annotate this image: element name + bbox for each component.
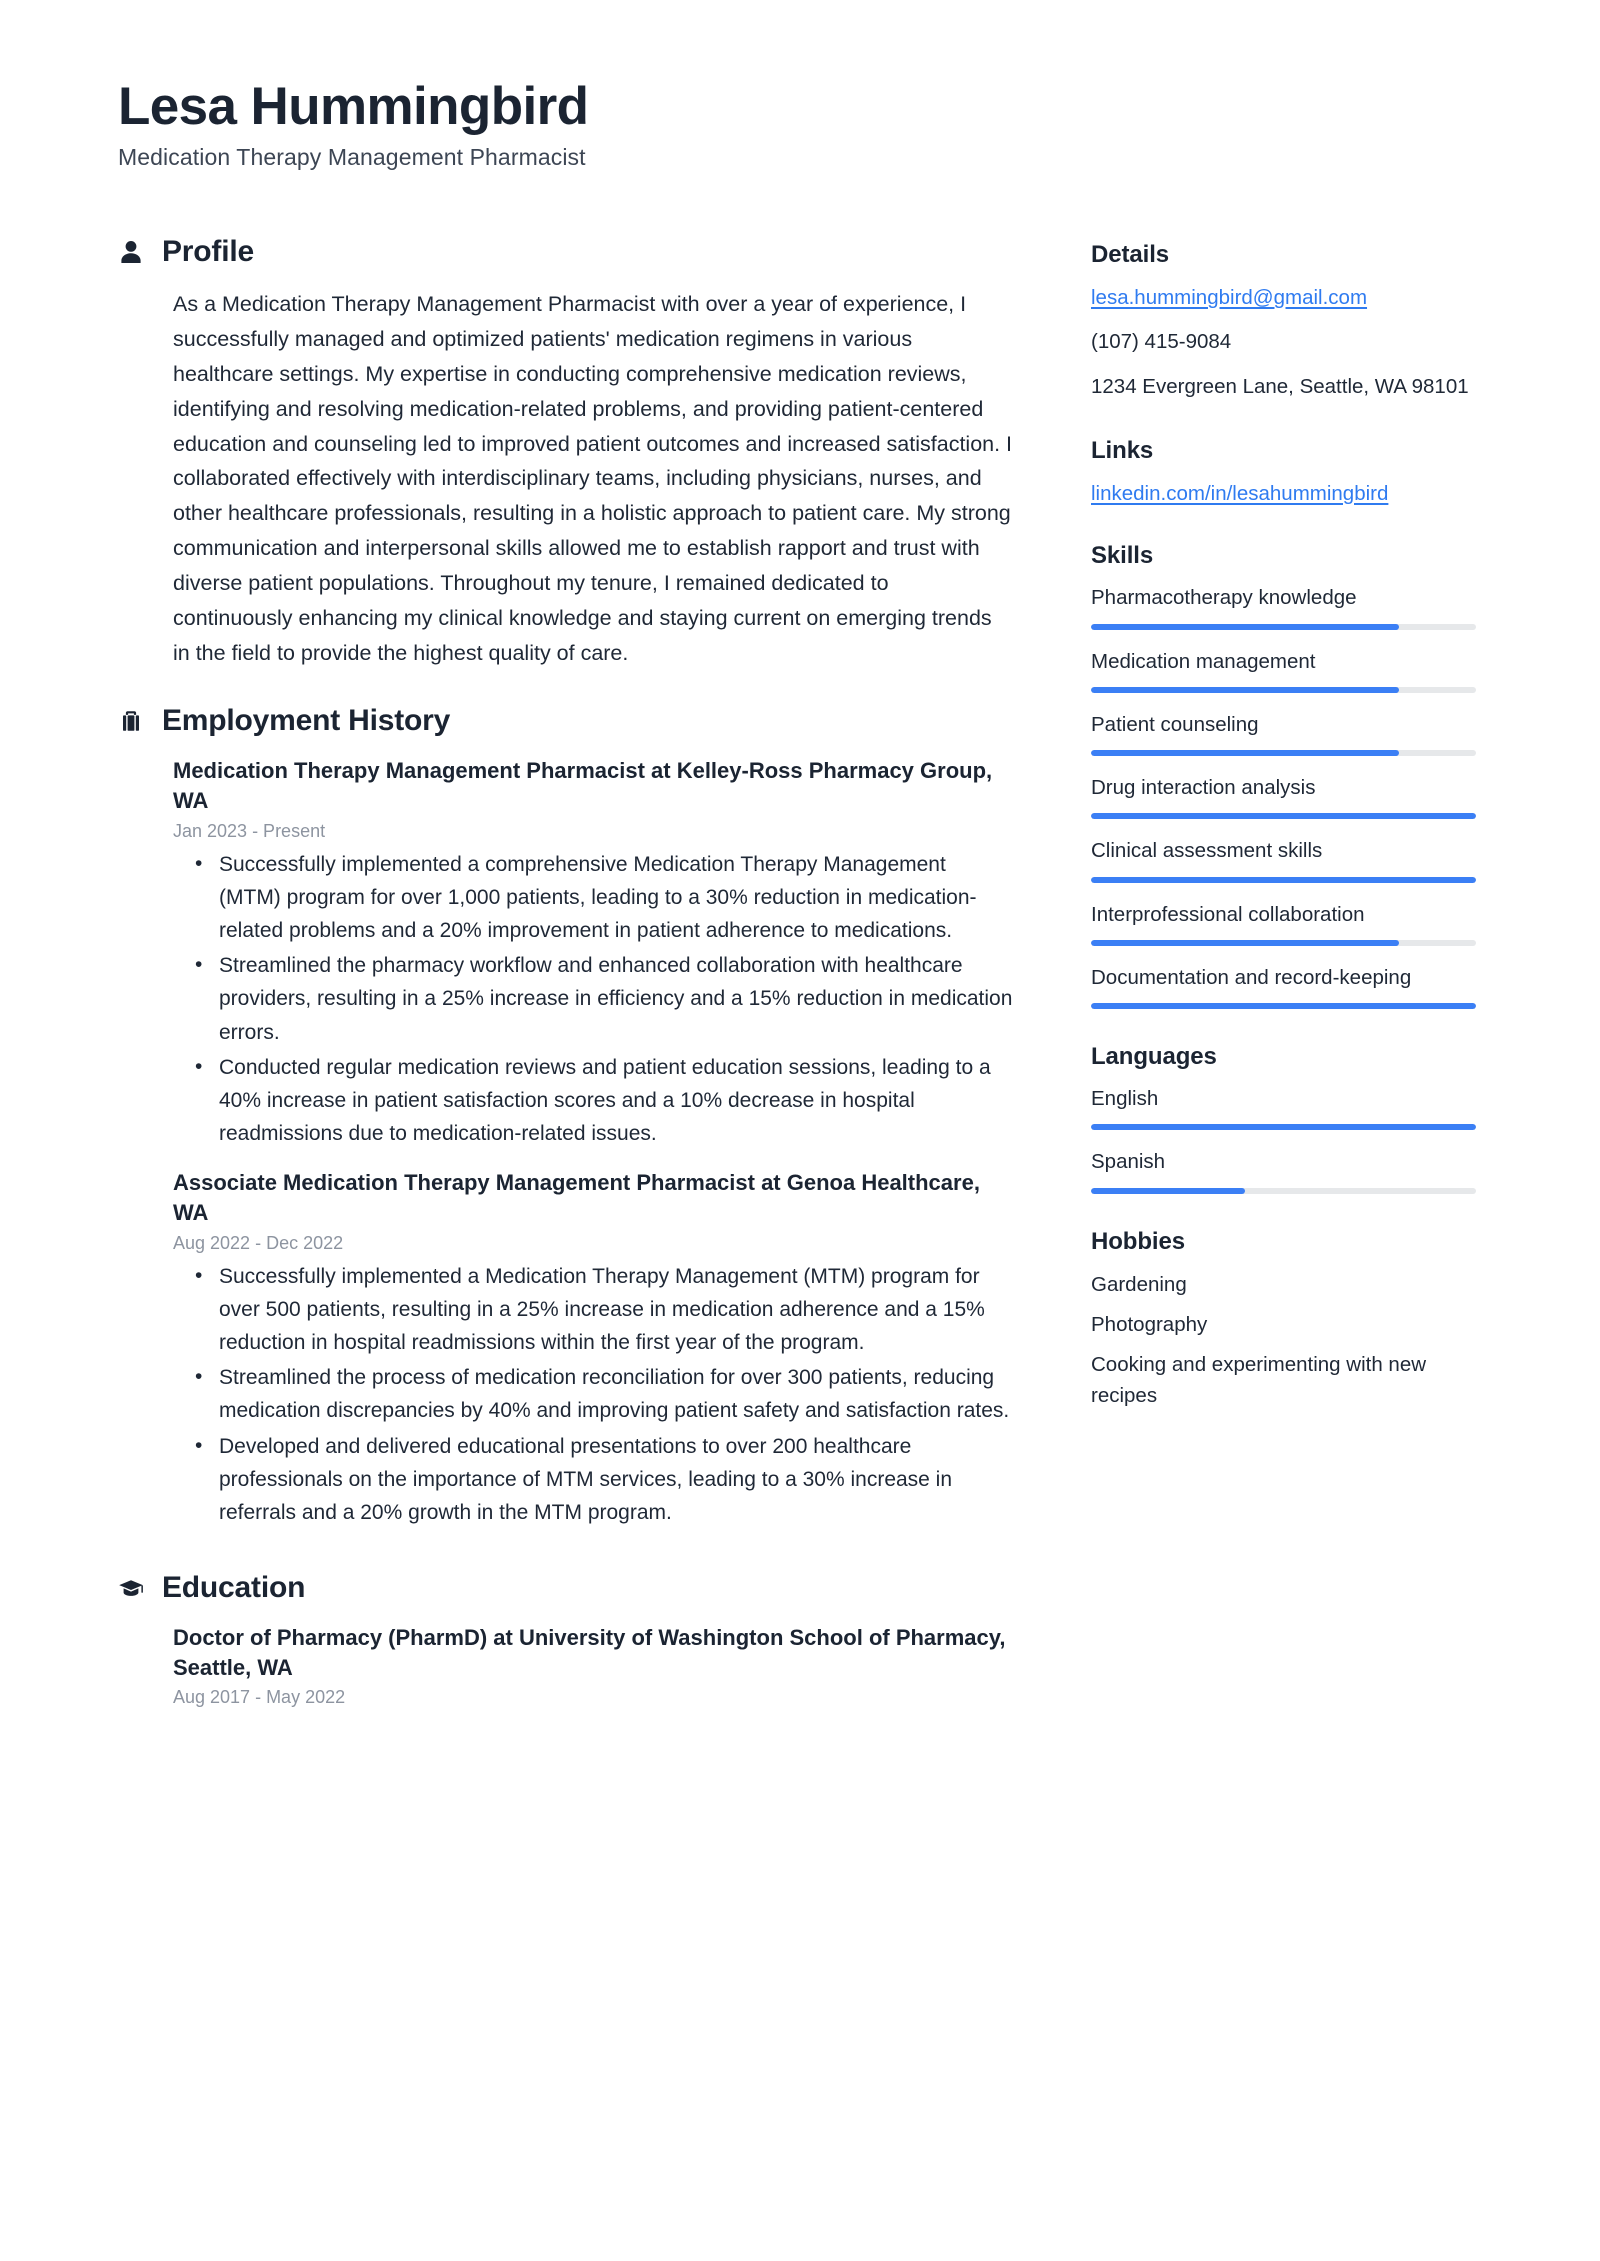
language-bar-track <box>1091 1124 1476 1130</box>
language-label: English <box>1091 1087 1159 1111</box>
skill-bar-track <box>1091 813 1476 819</box>
employment-entry <box>173 1168 1013 1529</box>
skill-item <box>1091 901 1476 946</box>
resume-columns <box>118 235 1508 1742</box>
skill-label: Interprofessional collaboration <box>1091 902 1365 926</box>
language-label: Spanish <box>1091 1150 1166 1174</box>
skill-bar-track <box>1091 940 1476 946</box>
skill-item <box>1091 837 1476 882</box>
language-bar-fill <box>1091 1124 1476 1130</box>
skill-bar-track <box>1091 687 1476 693</box>
skill-bar-track <box>1091 624 1476 630</box>
address-text: 1234 Evergreen Lane, Seattle, WA 98101 <box>1091 374 1469 398</box>
hobby-item: Photography <box>1091 1313 1208 1337</box>
section-profile <box>118 235 1013 670</box>
briefcase-icon <box>118 707 144 735</box>
skill-bar-fill <box>1091 877 1476 883</box>
employment-entry-date: Aug 2022 - Dec 2022 <box>173 1232 344 1253</box>
language-item <box>1091 1148 1476 1193</box>
skill-bar-fill <box>1091 687 1399 693</box>
sidebar-skills-title: Skills <box>1091 542 1154 570</box>
resume-header <box>118 78 1508 171</box>
employment-bullet: • Successfully implemented a comprehensive Medication Therapy Management (MTM) program for over 1,000 patients, leading to a 30% reduction in medication-related problems and a 20% improvement in patient adherence to medications. <box>173 848 1013 948</box>
sidebar-links-title: Links <box>1091 436 1154 464</box>
hobby-item: Gardening <box>1091 1272 1187 1296</box>
candidate-job-title: Medication Therapy Management Pharmacist <box>118 144 586 171</box>
employment-entry <box>173 756 1013 1150</box>
employment-bullet: • Streamlined the pharmacy workflow and enhanced collaboration with healthcare providers, resulting in a 25% increase in efficiency and a 15% reduction in medication errors. <box>173 949 1013 1049</box>
user-icon <box>118 238 144 266</box>
hobby-item: Cooking and experimenting with new recipes <box>1091 1353 1427 1407</box>
employment-bullet: • Developed and delivered educational presentations to over 200 healthcare professionals on the importance of MTM services, leading to a 30% increase in referrals and a 20% growth in the MTM program. <box>173 1430 1013 1530</box>
section-employment-body <box>118 756 1013 1529</box>
sidebar-column <box>1091 235 1476 1445</box>
email-link[interactable]: lesa.hummingbird@gmail.com <box>1091 286 1368 310</box>
skill-bar-track <box>1091 1003 1476 1009</box>
language-item <box>1091 1085 1476 1130</box>
phone-text: (107) 415-9084 <box>1091 330 1232 354</box>
section-profile-header <box>118 235 1013 269</box>
employment-entry-bullets <box>173 1260 1013 1529</box>
profile-summary-text: As a Medication Therapy Management Pharmacist with over a year of experience, I successfully managed and optimized patients' medication regimens in various healthcare settings. My expertise in conducting comprehensive medication reviews, identifying and resolving medication-related problems, and providing patient-centered education and counseling led to improved patient outcomes and increased satisfaction. I collaborated effectively with interdisciplinary teams, including physicians, nurses, and other healthcare professionals, resulting in a holistic approach to patient care. My strong communication and interpersonal skills allowed me to establish rapport and trust with diverse patient populations. Throughout my tenure, I remained dedicated to continuously enhancing my clinical knowledge and staying current on emerging trends in the field to provide the highest quality of care. <box>173 292 1013 665</box>
sidebar-block-details <box>1091 241 1476 402</box>
section-education-body <box>118 1623 1013 1708</box>
skill-label: Patient counseling <box>1091 712 1259 736</box>
employment-entry-bullets <box>173 848 1013 1151</box>
employment-bullet: • Successfully implemented a Medication Therapy Management (MTM) program for over 500 patients, resulting in a 25% increase in medication adherence and a 15% reduction in hospital readmissions within the first year of the program. <box>173 1260 1013 1360</box>
sidebar-details-title: Details <box>1091 241 1170 269</box>
skill-item <box>1091 648 1476 693</box>
language-bar-fill <box>1091 1188 1245 1194</box>
linkedin-link[interactable]: linkedin.com/in/lesahummingbird <box>1091 481 1389 505</box>
sidebar-block-links <box>1091 437 1476 509</box>
skill-bar-track <box>1091 750 1476 756</box>
education-entry-title: Doctor of Pharmacy (PharmD) at University of Washington School of Pharmacy, Seattle, WA <box>173 1625 1006 1680</box>
employment-entry-title: Medication Therapy Management Pharmacist at Kelley-Ross Pharmacy Group, WA <box>173 758 993 814</box>
skill-label: Drug interaction analysis <box>1091 776 1316 800</box>
graduation-cap-icon <box>118 1574 144 1602</box>
language-bar-track <box>1091 1188 1476 1194</box>
section-employment-title: Employment History <box>162 704 451 738</box>
section-employment-header <box>118 704 1013 738</box>
skill-item <box>1091 964 1476 1009</box>
skill-bar-track <box>1091 877 1476 883</box>
section-education-header <box>118 1571 1013 1605</box>
sidebar-block-languages <box>1091 1043 1476 1194</box>
skill-bar-fill <box>1091 940 1399 946</box>
education-entry-date: Aug 2017 - May 2022 <box>173 1687 346 1708</box>
candidate-name: Lesa Hummingbird <box>118 77 589 136</box>
sidebar-block-hobbies <box>1091 1228 1476 1411</box>
section-profile-title: Profile <box>162 235 254 269</box>
skill-bar-fill <box>1091 624 1399 630</box>
employment-bullet: • Conducted regular medication reviews and patient education sessions, leading to a 40% increase in patient satisfaction scores and a 10% decrease in hospital readmissions due to medication-related issues. <box>173 1051 1013 1151</box>
skill-bar-fill <box>1091 813 1476 819</box>
education-entry <box>173 1623 1013 1708</box>
sidebar-hobbies-title: Hobbies <box>1091 1227 1185 1255</box>
employment-entry-title: Associate Medication Therapy Management Pharmacist at Genoa Healthcare, WA <box>173 1170 980 1226</box>
skill-label: Documentation and record-keeping <box>1091 965 1412 989</box>
sidebar-block-skills <box>1091 542 1476 1009</box>
skill-bar-fill <box>1091 1003 1476 1009</box>
section-education-title: Education <box>162 1571 306 1605</box>
section-employment <box>118 704 1013 1529</box>
sidebar-languages-title: Languages <box>1091 1043 1217 1071</box>
skill-label: Medication management <box>1091 649 1316 673</box>
skill-label: Clinical assessment skills <box>1091 839 1323 863</box>
section-education <box>118 1571 1013 1708</box>
skill-label: Pharmacotherapy knowledge <box>1091 586 1357 610</box>
skill-item <box>1091 711 1476 756</box>
skill-item <box>1091 774 1476 819</box>
employment-bullet: • Streamlined the process of medication reconciliation for over 300 patients, reducing medication discrepancies by 40% and improving patient safety and satisfaction rates. <box>173 1361 1013 1427</box>
main-column <box>118 235 1013 1742</box>
employment-entry-date: Jan 2023 - Present <box>173 820 326 841</box>
skill-item <box>1091 584 1476 629</box>
section-profile-body <box>118 287 1013 670</box>
skill-bar-fill <box>1091 750 1399 756</box>
